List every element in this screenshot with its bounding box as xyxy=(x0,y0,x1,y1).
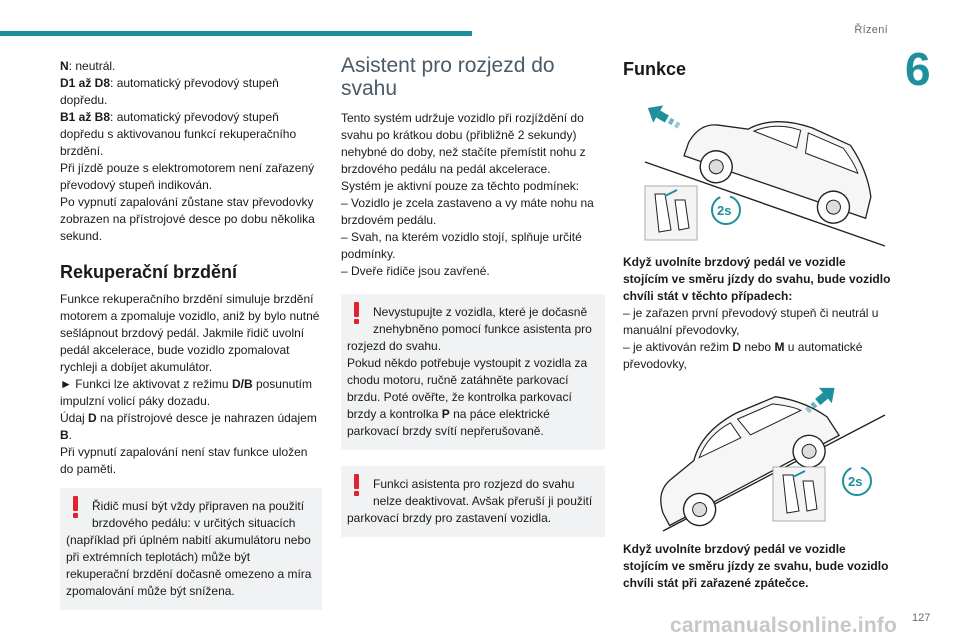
warning-exclamation-icon xyxy=(349,474,363,496)
regen-braking-text: Funkce rekuperačního brzdění simuluje brzdění motorem a zpomaluje vozidlo, aniž by bylo nutné sešlápnout brzdový pedál. Jakmile řidič uvolní pedál akcelerace, bude vozidlo zpomalovat rychleji a dobíjet akumulátor. xyxy=(60,292,320,374)
uphill-caption: Když uvolníte brzdový pedál ve vozidle stojícím ve směru jízdy do svahu, bude vozidlo chvíli stát v těchto případech: xyxy=(623,255,891,303)
warning-box-regen xyxy=(60,488,322,610)
warning-exclamation-icon xyxy=(68,496,82,518)
regen-memory-note: Při vypnutí zapalování není stav funkce uložen do paměti. xyxy=(60,445,308,476)
column-middle xyxy=(341,54,605,537)
gear-n-line: N: neutrál. xyxy=(60,59,116,73)
conditions-heading: Systém je aktivní pouze za těchto podmínek: xyxy=(341,179,580,193)
pedals-icon xyxy=(645,186,697,240)
ignition-off-note: Po vypnutí zapalování zůstane stav převodovky zobrazen na přístrojové desce po dobu několika sekund. xyxy=(60,195,315,243)
function-title: Funkce xyxy=(623,59,687,79)
gear-b-line: B1 až B8: automatický převodový stupeň dopředu s aktivovanou funkcí rekuperačního brzdění. xyxy=(60,110,297,158)
uphill-car-drawing xyxy=(623,90,891,250)
warning-exit-rest2: Pokud někdo potřebuje vystoupit z vozidla za chodu motoru, ručně zatáhněte parkovací brzdu. Poté ověřte, že kontrolka parkovací brzdy a kontrolka P na páce elektrické parkovací brzdy svítí nepřerušovaně. xyxy=(347,356,588,438)
warning-regen-rest: (například při úplném nabití akumulátoru nebo při extrémních teplotách) může být rekuperační brzdění dočasně omezeno a míra zpomalování může být snížena. xyxy=(66,533,312,598)
hill-start-intro: Tento systém udržuje vozidlo při rozjíždění do svahu po krátkou dobu (přibližně 2 sekundy) nehybné do doby, než stačíte přemístit nohu z brzdového pedálu na pedál akcelerace. xyxy=(341,111,586,176)
column-right xyxy=(623,54,891,592)
uphill-item-1: – je zařazen první převodový stupeň či neutrál u manuální převodovky, xyxy=(623,306,879,337)
running-header-section: Řízení xyxy=(854,24,888,36)
hill-start-assist-title: Asistent pro rozjezd do svahu xyxy=(341,54,555,100)
page-number: 127 xyxy=(912,612,931,624)
warning-box-exit xyxy=(341,294,605,450)
warning-exit-lead: Nevystupujte z vozidla, které je dočasně znehybněno pomocí funkce asistenta pro xyxy=(373,305,592,336)
regen-braking-title: Rekuperační brzdění xyxy=(60,262,238,282)
condition-1: – Vozidlo je zcela zastaveno a vy máte nohu na brzdovém pedálu. xyxy=(341,196,594,227)
timer-badge-2: 2s xyxy=(848,474,863,489)
regen-activation-step: ► Funkci lze aktivovat z režimu D/B posunutím impulzní volicí páky dozadu. xyxy=(60,377,312,408)
warning-box-deactivate xyxy=(341,466,605,537)
chapter-number: 6 xyxy=(905,43,931,95)
timer-badge-1: 2s xyxy=(717,203,732,218)
warning-deactivate-rest: parkovací brzdy pro zastavení vozidla. xyxy=(347,511,552,525)
electric-only-note: Při jízdě pouze s elektromotorem není zařazený převodový stupeň indikován. xyxy=(60,161,315,192)
condition-2: – Svah, na kterém vozidlo stojí, splňuje určité podmínky. xyxy=(341,230,582,261)
downhill-car-illustration xyxy=(623,385,891,535)
column-left xyxy=(60,58,322,610)
regen-display-note: Údaj D na přístrojové desce je nahrazen údajem B. xyxy=(60,411,317,442)
warning-deactivate-lead: Funkci asistenta pro rozjezd do svahu nelze deaktivovat. Avšak přeruší ji použití xyxy=(373,477,593,508)
warning-exit-rest1: rozjezd do svahu. xyxy=(347,339,442,353)
warning-regen-lead: Řidič musí být vždy připraven na použití brzdového pedálu: v určitých situacích xyxy=(92,499,305,530)
header-accent-bar xyxy=(0,31,472,36)
uphill-car-illustration xyxy=(623,90,891,250)
gear-d-line: D1 až D8: automatický převodový stupeň dopředu. xyxy=(60,76,279,107)
warning-exclamation-icon xyxy=(349,302,363,324)
pedals-icon xyxy=(773,467,825,521)
watermark: carmanualsonline.info xyxy=(670,614,898,637)
downhill-car-drawing xyxy=(623,385,891,535)
arrow-up-left-icon xyxy=(643,99,684,134)
downhill-caption: Když uvolníte brzdový pedál ve vozidle stojícím ve směru jízdy ze svahu, bude vozidlo chvíli stát při zařazené zpátečce. xyxy=(623,542,889,590)
condition-3: – Dveře řidiče jsou zavřené. xyxy=(341,264,490,278)
uphill-item-2: – je aktivován režim D nebo M u automatické převodovky, xyxy=(623,340,863,371)
